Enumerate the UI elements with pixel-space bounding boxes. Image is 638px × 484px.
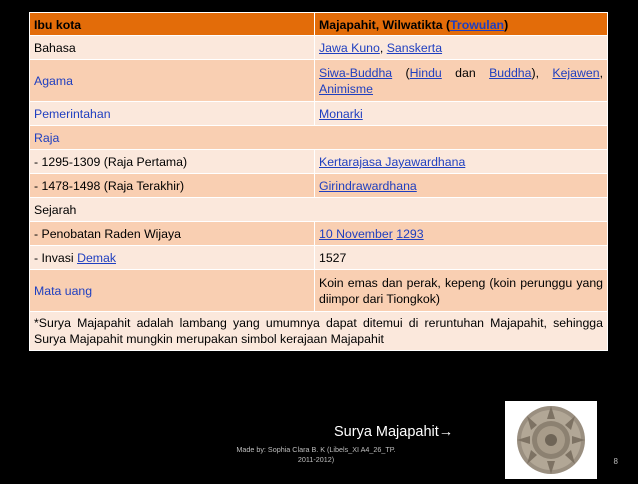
table-row [30, 150, 608, 174]
value-link[interactable]: Jawa Kuno [319, 41, 380, 55]
table-row [30, 270, 608, 312]
row-label: - Invasi [34, 251, 78, 265]
table-row [30, 222, 608, 246]
row-label-cell[interactable] [30, 102, 315, 126]
row-value-cell [315, 13, 608, 36]
surya-majapahit-icon [505, 401, 597, 479]
row-value-cell [315, 174, 608, 198]
value-link[interactable]: Trowulan [450, 17, 505, 32]
value-link[interactable]: Kejawen [552, 66, 600, 80]
row-label-link[interactable]: Demak [77, 251, 117, 265]
table-row [30, 102, 608, 126]
row-label-cell [30, 36, 315, 60]
row-label-cell [30, 174, 315, 198]
value-link[interactable]: 1293 [396, 227, 424, 241]
value-link[interactable]: Buddha [489, 66, 532, 80]
row-label-cell[interactable] [30, 126, 608, 150]
row-value-cell [315, 102, 608, 126]
value-link[interactable]: Animisme [319, 82, 373, 96]
table-row [30, 60, 608, 102]
row-label: Agama [34, 74, 73, 88]
value-link[interactable]: Sanskerta [386, 41, 443, 55]
row-label: Bahasa [34, 41, 76, 55]
value-link[interactable]: Kertarajasa Jayawardhana [319, 155, 466, 169]
row-label-cell [30, 13, 315, 36]
row-label-cell[interactable] [30, 60, 315, 102]
info-table [29, 12, 608, 351]
credit-line-1: Made by: Sophia Clara B. K (Libels_XI A4_26_TP. [236, 445, 396, 454]
row-label: - 1478-1498 (Raja Terakhir) [34, 179, 185, 193]
credit-line-2: 2011-2012) [297, 455, 335, 464]
value-text: ), [531, 66, 553, 80]
row-label: Pemerintahan [34, 107, 111, 121]
value-link[interactable]: Monarki [319, 107, 363, 121]
table-row [30, 126, 608, 150]
row-label: Sejarah [34, 203, 77, 217]
row-value-cell [315, 246, 608, 270]
row-label: Ibu kota [34, 17, 82, 32]
page-number: 8 [613, 457, 618, 466]
row-label-cell [30, 222, 315, 246]
value-link[interactable]: Siwa-Buddha [319, 66, 393, 80]
row-value-cell [315, 270, 608, 312]
value-link[interactable]: Hindu [409, 66, 442, 80]
value-text: ( [392, 66, 410, 80]
table-row [30, 198, 608, 222]
note-row [30, 312, 608, 351]
table-row [30, 174, 608, 198]
row-label: Raja [34, 131, 60, 145]
row-label-cell [30, 150, 315, 174]
row-label-cell [30, 246, 315, 270]
table-row [30, 36, 608, 60]
image-caption: Surya Majapahit→ [334, 424, 454, 440]
row-value-cell [315, 36, 608, 60]
value-link[interactable]: 10 November [319, 227, 393, 241]
surya-majapahit-image [505, 401, 597, 479]
row-label: - Penobatan Raden Wijaya [34, 227, 181, 241]
value-text: Koin emas dan perak, kepeng (koin perunggu yang diimpor dari Tiongkok) [319, 276, 603, 306]
value-link[interactable]: Girindrawardhana [319, 179, 417, 193]
footnote-text: *Surya Majapahit adalah lambang yang umumnya dapat ditemui di reruntuhan Majapahit, sehingga Surya Majapahit mungkin merupakan simbol kerajaan Majapahit [30, 312, 608, 351]
table-row [30, 246, 608, 270]
row-label: Mata uang [34, 284, 93, 298]
value-text: , [379, 41, 387, 55]
row-label-cell [30, 198, 608, 222]
value-text: Majapahit, Wilwatikta ( [319, 17, 451, 32]
value-text: 1527 [319, 251, 347, 265]
value-text: , [599, 66, 603, 80]
row-label: - 1295-1309 (Raja Pertama) [34, 155, 188, 169]
row-value-cell [315, 150, 608, 174]
credit-text [196, 445, 436, 465]
value-text: dan [441, 66, 490, 80]
value-text: ) [504, 17, 509, 32]
row-label-cell[interactable] [30, 270, 315, 312]
row-value-cell [315, 222, 608, 246]
row-value-cell [315, 60, 608, 102]
table-row [30, 13, 608, 36]
